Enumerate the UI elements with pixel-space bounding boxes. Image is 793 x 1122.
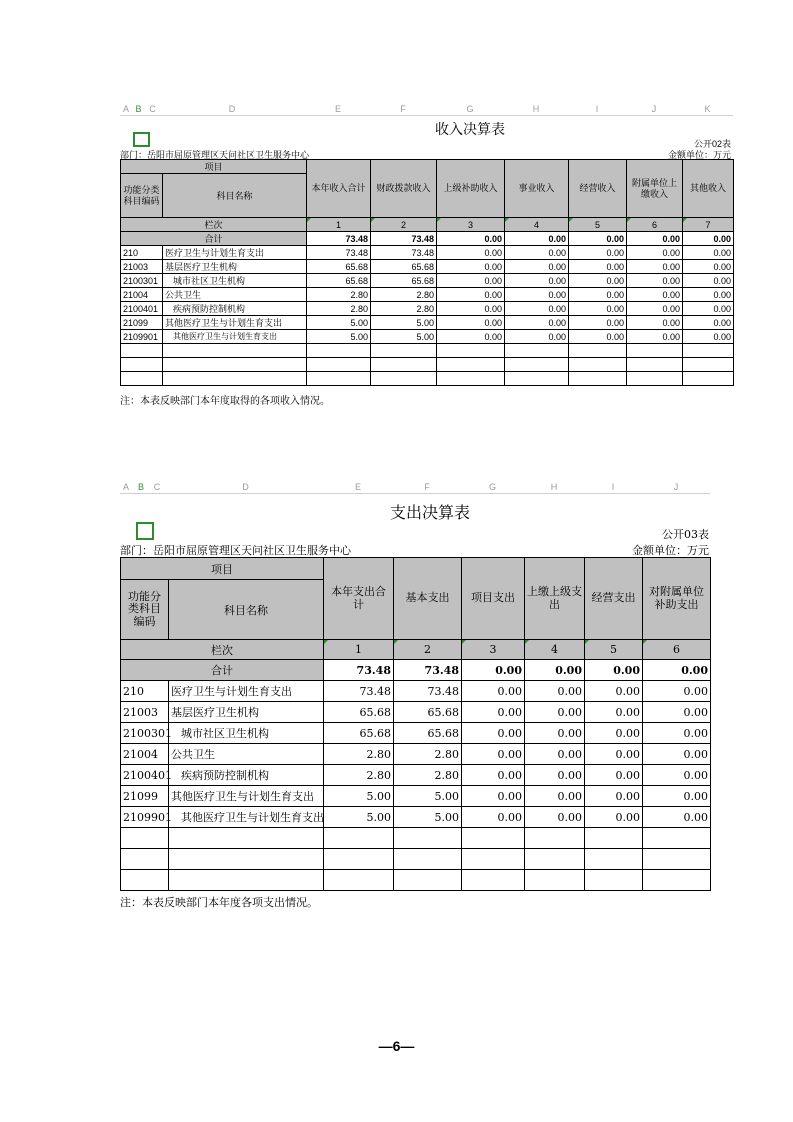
row-value: 0.00	[585, 681, 643, 702]
col-letter-a: A	[122, 482, 129, 492]
income-note: 注：本表反映部门本年度取得的各项收入情况。	[120, 396, 330, 407]
page-number: —6—	[378, 1038, 415, 1054]
row-value: 65.68	[324, 723, 394, 744]
row-value: 5.00	[324, 786, 394, 807]
row-value: 0.00	[462, 807, 525, 828]
table-row	[121, 765, 711, 786]
row-value: 73.48	[307, 246, 371, 260]
income-hdr-code: 功能分类科目编码	[121, 174, 163, 218]
income-col-num-6: 6	[627, 218, 683, 232]
income-hdr-col-1: 本年收入合计	[307, 160, 371, 218]
income-col-num-1: 1	[307, 218, 371, 232]
expenditure-total-value: 0.00	[643, 660, 711, 681]
row-code: 2109901	[121, 807, 169, 828]
expenditure-col-num-1: 1	[324, 640, 394, 660]
row-value: 0.00	[437, 302, 505, 316]
row-value: 0.00	[525, 744, 585, 765]
income-hdr-col-4: 事业收入	[505, 160, 569, 218]
col-letter-f: F	[400, 104, 406, 114]
row-value: 0.00	[627, 288, 683, 302]
expenditure-col-num-4: 4	[525, 640, 585, 660]
expenditure-col-num-2: 2	[394, 640, 462, 660]
expenditure-hdr-col-2: 基本支出	[394, 558, 462, 640]
row-value: 0.00	[569, 330, 627, 344]
row-value: 5.00	[394, 807, 462, 828]
row-value: 0.00	[643, 723, 711, 744]
row-value: 0.00	[437, 316, 505, 330]
col-letter-i: I	[611, 482, 615, 492]
expenditure-note-clip	[120, 895, 710, 909]
income-hdr-project: 项目	[121, 160, 307, 174]
row-value: 2.80	[371, 302, 437, 316]
row-value: 0.00	[683, 330, 734, 344]
row-value: 0.00	[525, 807, 585, 828]
expenditure-total-value: 73.48	[324, 660, 394, 681]
row-value: 0.00	[525, 723, 585, 744]
row-code: 2109901	[121, 330, 163, 344]
row-value: 0.00	[462, 681, 525, 702]
row-name: 公共卫生	[163, 288, 307, 302]
row-code: 21004	[121, 288, 163, 302]
row-value: 0.00	[505, 330, 569, 344]
row-value: 0.00	[627, 330, 683, 344]
table-row	[121, 681, 711, 702]
empty-row	[121, 870, 711, 891]
expenditure-total-value: 73.48	[394, 660, 462, 681]
row-value: 0.00	[683, 316, 734, 330]
income-total-value: 0.00	[627, 232, 683, 246]
row-value: 0.00	[585, 702, 643, 723]
expenditure-col-num-3: 3	[462, 640, 525, 660]
row-code: 21099	[121, 786, 169, 807]
row-name: 基层医疗卫生机构	[163, 260, 307, 274]
row-value: 0.00	[505, 288, 569, 302]
row-name: 其他医疗卫生与计划生育支出	[163, 316, 307, 330]
row-value: 73.48	[371, 246, 437, 260]
row-value: 5.00	[307, 330, 371, 344]
row-code: 2100401	[121, 302, 163, 316]
row-value: 0.00	[643, 786, 711, 807]
col-letter-d: D	[242, 482, 249, 492]
row-value: 0.00	[627, 246, 683, 260]
income-total-value: 73.48	[371, 232, 437, 246]
expenditure-title: 支出决算表	[389, 503, 470, 522]
col-letter-e: E	[334, 104, 341, 114]
row-code: 210	[121, 246, 163, 260]
col-letter-g: G	[488, 482, 496, 492]
expenditure-header-line	[120, 493, 710, 494]
row-code: 2100301	[121, 723, 169, 744]
row-value: 0.00	[643, 702, 711, 723]
expenditure-total-row	[121, 660, 711, 681]
row-value: 65.68	[394, 723, 462, 744]
income-total-label: 合计	[121, 232, 307, 246]
income-title: 收入决算表	[435, 122, 505, 138]
col-letter-e: E	[354, 482, 361, 492]
col-letter-k: K	[704, 104, 711, 114]
row-value: 0.00	[525, 681, 585, 702]
row-value: 0.00	[585, 786, 643, 807]
col-letter-h: H	[532, 104, 540, 114]
expenditure-total-value: 0.00	[462, 660, 525, 681]
row-value: 0.00	[462, 723, 525, 744]
row-code: 2100301	[121, 274, 163, 288]
income-hdr-col-3: 上级补助收入	[437, 160, 505, 218]
row-name: 城市社区卫生机构	[169, 723, 324, 744]
row-name: 其他医疗卫生与计划生育支出	[169, 786, 324, 807]
expenditure-hdr-col-3: 项目支出	[462, 558, 525, 640]
row-name: 医疗卫生与计划生育支出	[169, 681, 324, 702]
income-total-value: 73.48	[307, 232, 371, 246]
row-value: 0.00	[643, 807, 711, 828]
row-value: 5.00	[324, 807, 394, 828]
expenditure-hdr-code: 功能分类科目编码	[121, 580, 169, 640]
row-value: 0.00	[525, 702, 585, 723]
row-value: 5.00	[394, 786, 462, 807]
row-value: 73.48	[324, 681, 394, 702]
expenditure-lanci: 栏次	[121, 640, 324, 660]
row-value: 0.00	[569, 274, 627, 288]
row-value: 0.00	[585, 723, 643, 744]
row-name: 基层医疗卫生机构	[169, 702, 324, 723]
expenditure-hdr-col-6: 对附属单位补助支出	[643, 558, 711, 640]
expenditure-total-label: 合计	[121, 660, 324, 681]
row-value: 0.00	[643, 744, 711, 765]
expenditure-col-num-5: 5	[585, 640, 643, 660]
row-value: 0.00	[437, 330, 505, 344]
income-total-value: 0.00	[437, 232, 505, 246]
income-hdr-name: 科目名称	[163, 174, 307, 218]
row-value: 2.80	[394, 765, 462, 786]
row-code: 21003	[121, 260, 163, 274]
income-hdr-col-2: 财政拨款收入	[371, 160, 437, 218]
row-value: 65.68	[324, 702, 394, 723]
row-value: 0.00	[683, 260, 734, 274]
row-value: 0.00	[643, 765, 711, 786]
row-code: 21003	[121, 702, 169, 723]
row-value: 0.00	[505, 316, 569, 330]
row-code: 21099	[121, 316, 163, 330]
row-value: 0.00	[569, 316, 627, 330]
empty-row	[121, 849, 711, 870]
row-value: 0.00	[585, 807, 643, 828]
row-name: 城市社区卫生机构	[163, 274, 307, 288]
expenditure-total-value: 0.00	[525, 660, 585, 681]
income-hdr-col-5: 经营收入	[569, 160, 627, 218]
row-value: 0.00	[462, 765, 525, 786]
table-row	[121, 702, 711, 723]
row-value: 2.80	[324, 765, 394, 786]
table-row	[121, 723, 711, 744]
expenditure-hdr-name: 科目名称	[169, 580, 324, 640]
row-name: 其他医疗卫生与计划生育支出	[169, 807, 324, 828]
table-row	[121, 786, 711, 807]
row-value: 2.80	[371, 288, 437, 302]
income-total-value: 0.00	[569, 232, 627, 246]
col-letter-h: H	[550, 482, 558, 492]
row-value: 0.00	[525, 765, 585, 786]
income-col-num-2: 2	[371, 218, 437, 232]
row-value: 0.00	[683, 274, 734, 288]
income-total-value: 0.00	[505, 232, 569, 246]
col-letter-j: J	[651, 104, 657, 114]
row-value: 0.00	[585, 744, 643, 765]
row-value: 0.00	[627, 260, 683, 274]
income-hdr-col-6: 附属单位上缴收入	[627, 160, 683, 218]
row-value: 65.68	[307, 274, 371, 288]
expenditure-table-code: 公开03表	[662, 528, 709, 541]
row-value: 0.00	[505, 260, 569, 274]
expenditure-col-num-6: 6	[643, 640, 711, 660]
expenditure-hdr-project: 项目	[121, 558, 324, 580]
row-value: 0.00	[505, 274, 569, 288]
row-value: 0.00	[437, 288, 505, 302]
row-value: 0.00	[437, 274, 505, 288]
col-letter-b: B	[137, 482, 144, 492]
income-department: 部门：岳阳市屈原管理区天问社区卫生服务中心	[120, 150, 310, 160]
expenditure-note: 注：本表反映部门本年度各项支出情况。	[120, 896, 318, 909]
row-code: 2100401	[121, 765, 169, 786]
row-value: 0.00	[462, 786, 525, 807]
table-row	[121, 807, 711, 828]
row-value: 0.00	[683, 288, 734, 302]
row-name: 医疗卫生与计划生育支出	[163, 246, 307, 260]
col-letter-d: D	[228, 104, 236, 114]
income-col-num-7: 7	[683, 218, 734, 232]
row-value: 0.00	[569, 288, 627, 302]
row-value: 0.00	[569, 302, 627, 316]
expenditure-amount-unit: 金额单位：万元	[632, 544, 709, 557]
income-col-num-3: 3	[437, 218, 505, 232]
expenditure-department: 部门：岳阳市屈原管理区天问社区卫生服务中心	[120, 544, 351, 557]
col-letter-f: F	[424, 482, 430, 492]
row-value: 0.00	[683, 246, 734, 260]
selected-cell[interactable]	[136, 522, 154, 540]
row-name: 疾病预防控制机构	[163, 302, 307, 316]
row-value: 0.00	[437, 260, 505, 274]
row-value: 5.00	[371, 330, 437, 344]
col-letter-a: A	[122, 104, 129, 114]
col-letter-b: B	[135, 104, 142, 114]
row-value: 65.68	[371, 260, 437, 274]
expenditure-hdr-col-5: 经营支出	[585, 558, 643, 640]
row-value: 0.00	[683, 302, 734, 316]
row-name: 其他医疗卫生与计划生育支出	[163, 330, 307, 344]
row-value: 5.00	[371, 316, 437, 330]
table-row	[121, 744, 711, 765]
row-name: 疾病预防控制机构	[169, 765, 324, 786]
income-table-code: 公开02表	[693, 139, 731, 149]
row-value: 0.00	[505, 302, 569, 316]
income-hdr-col-7: 其他收入	[683, 160, 734, 218]
col-letter-g: G	[466, 104, 474, 114]
col-letter-j: J	[673, 482, 679, 492]
row-value: 2.80	[307, 288, 371, 302]
income-col-num-4: 4	[505, 218, 569, 232]
row-value: 0.00	[627, 274, 683, 288]
row-value: 0.00	[585, 765, 643, 786]
row-code: 21004	[121, 744, 169, 765]
row-value: 0.00	[462, 744, 525, 765]
row-value: 65.68	[371, 274, 437, 288]
row-value: 0.00	[462, 702, 525, 723]
row-value: 2.80	[394, 744, 462, 765]
row-value: 0.00	[505, 246, 569, 260]
empty-row	[121, 828, 711, 849]
col-letter-c: C	[153, 482, 161, 492]
row-value: 0.00	[569, 246, 627, 260]
row-value: 65.68	[394, 702, 462, 723]
expenditure-hdr-col-4: 上缴上级支出	[525, 558, 585, 640]
income-total-value: 0.00	[683, 232, 734, 246]
row-value: 0.00	[525, 786, 585, 807]
col-letter-c: C	[149, 104, 156, 114]
expenditure-hdr-col-1: 本年支出合计	[324, 558, 394, 640]
row-value: 2.80	[307, 302, 371, 316]
expenditure-total-value: 0.00	[585, 660, 643, 681]
row-value: 0.00	[643, 681, 711, 702]
row-value: 0.00	[569, 260, 627, 274]
income-col-num-5: 5	[569, 218, 627, 232]
row-value: 0.00	[437, 246, 505, 260]
row-code: 210	[121, 681, 169, 702]
row-value: 2.80	[324, 744, 394, 765]
income-amount-unit: 金额单位：万元	[667, 150, 731, 160]
row-value: 5.00	[307, 316, 371, 330]
row-value: 73.48	[394, 681, 462, 702]
row-name: 公共卫生	[169, 744, 324, 765]
expenditure-table	[120, 557, 711, 891]
income-lanci: 栏次	[121, 218, 307, 232]
row-value: 65.68	[307, 260, 371, 274]
row-value: 0.00	[627, 302, 683, 316]
row-value: 0.00	[627, 316, 683, 330]
col-letter-i: I	[595, 104, 599, 114]
